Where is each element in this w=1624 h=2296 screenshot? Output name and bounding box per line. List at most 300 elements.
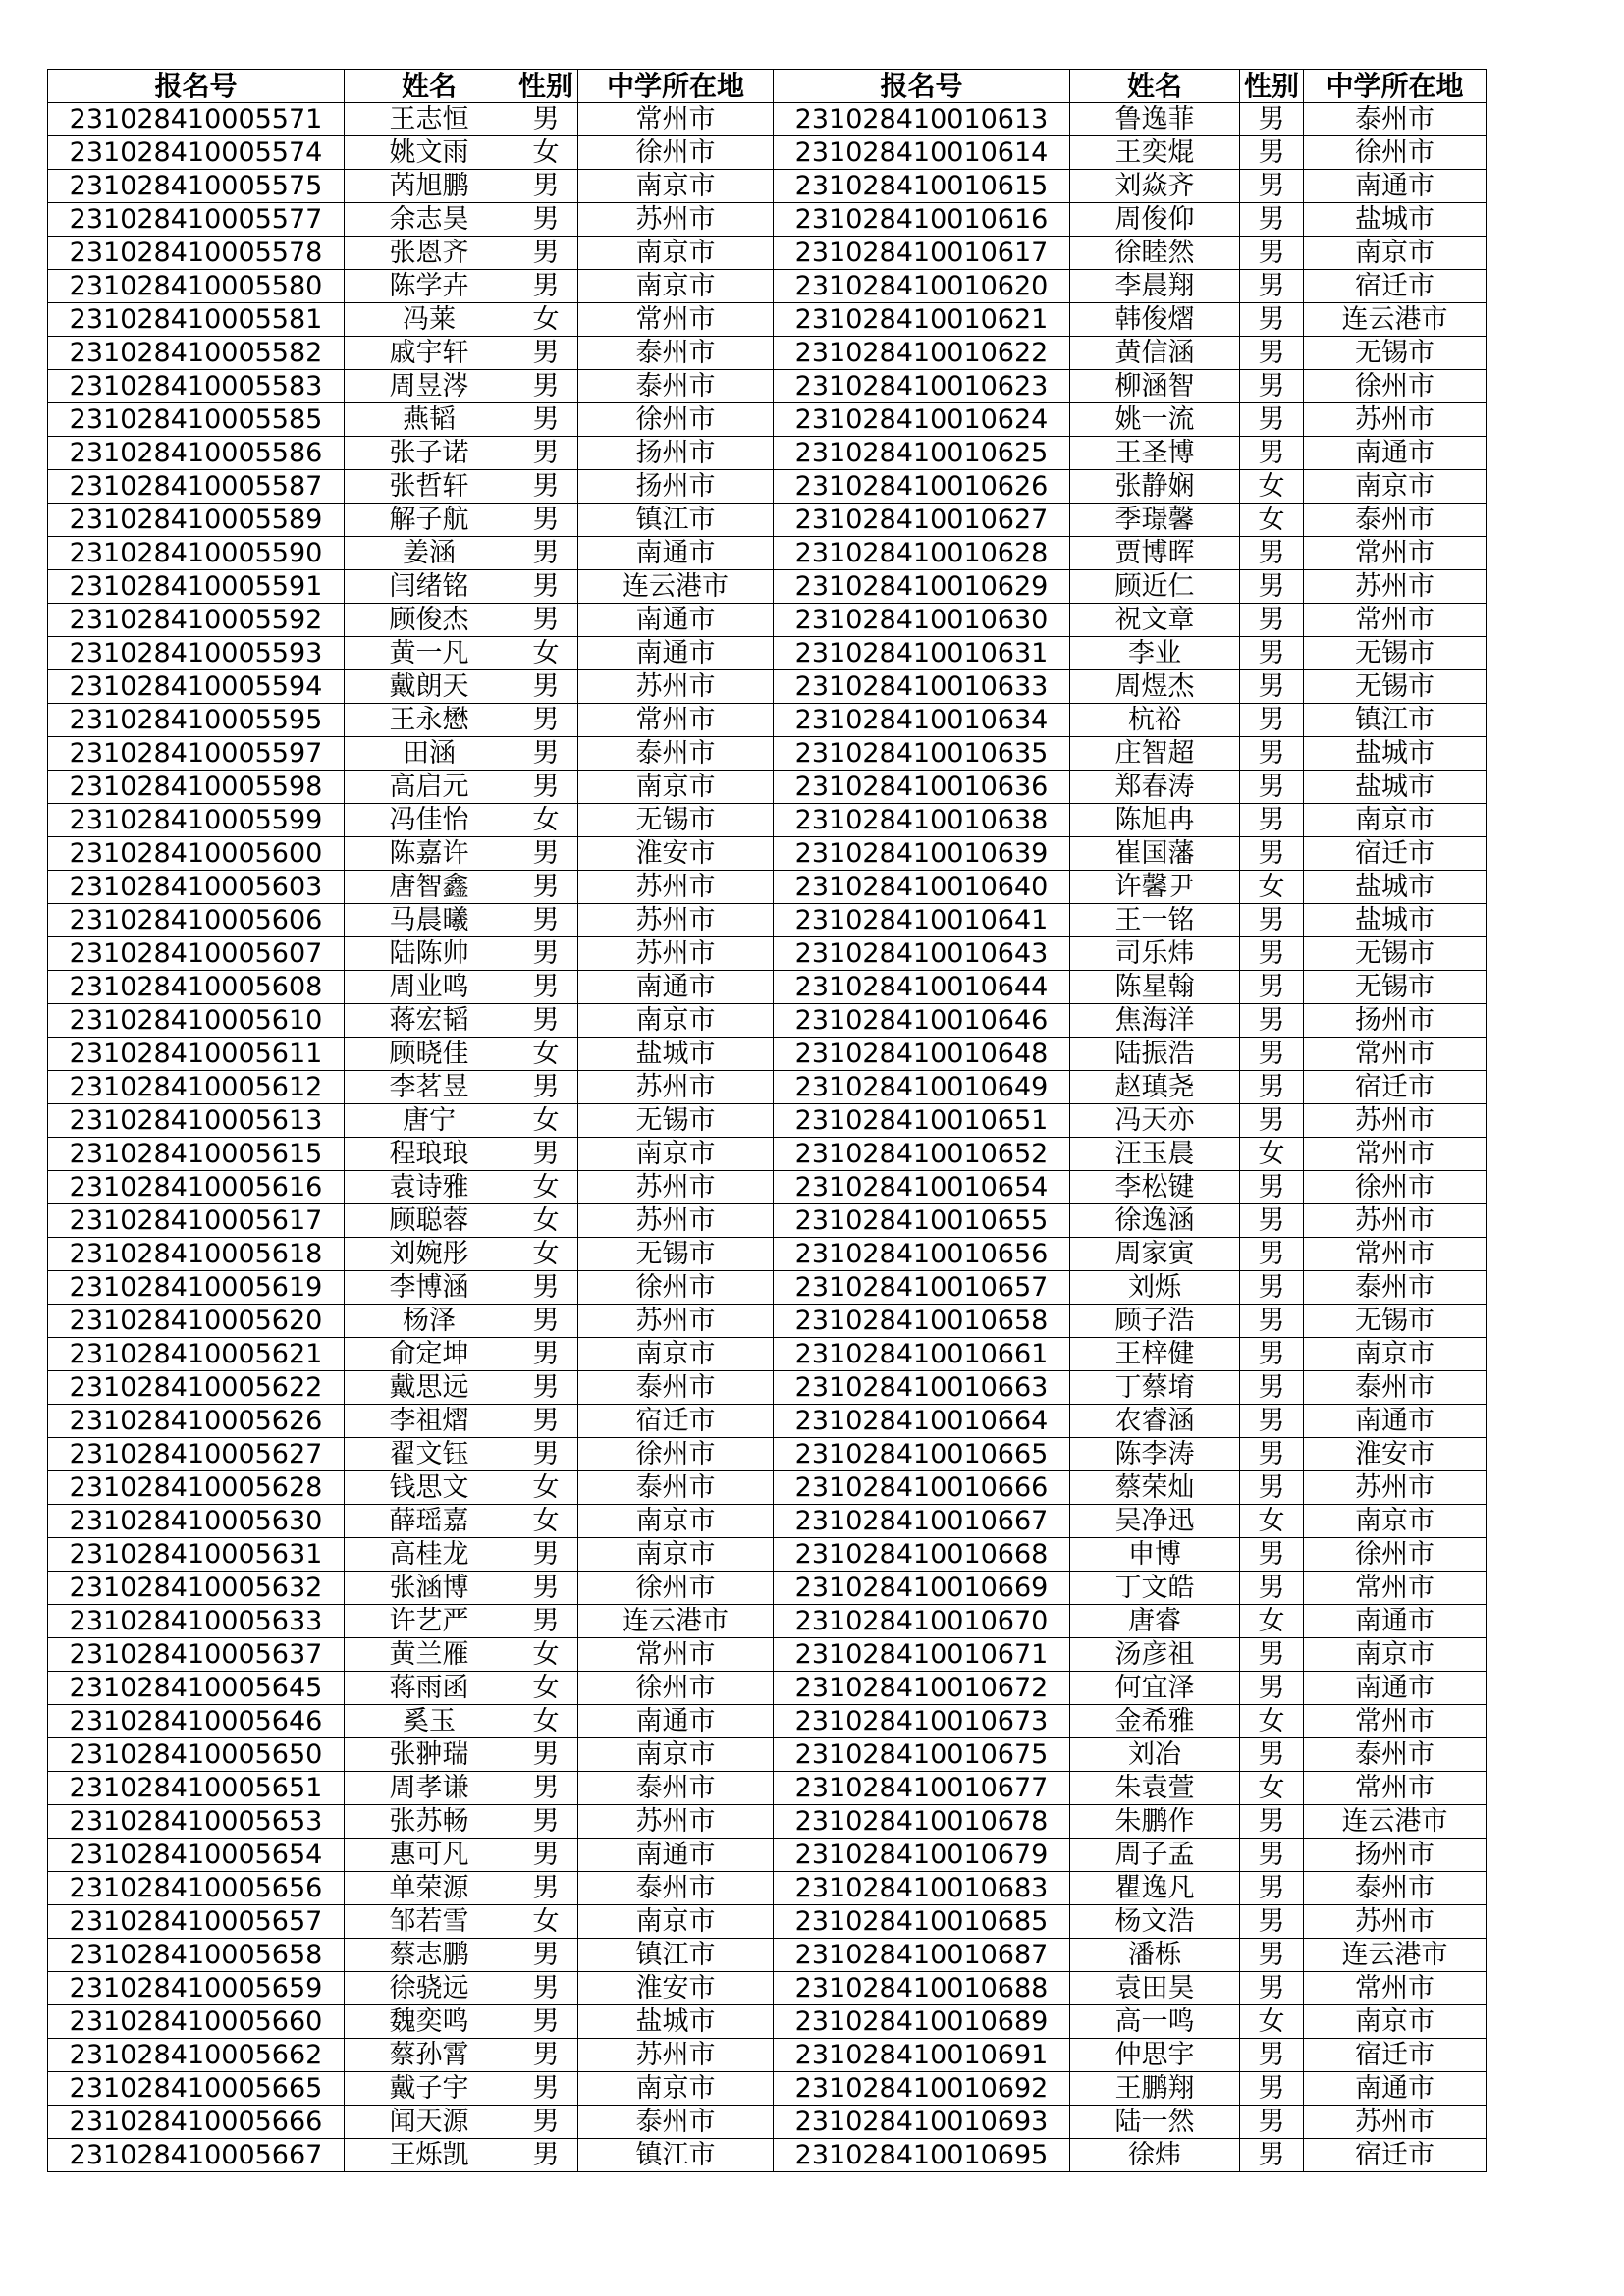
name-cell: 祝文章 (1070, 604, 1240, 637)
city-cell: 常州市 (1304, 1038, 1487, 1071)
gender-cell: 男 (1240, 1004, 1304, 1038)
reg-no-cell: 231028410005637 (48, 1638, 345, 1672)
table-row (48, 303, 1487, 337)
name-cell: 顾晓佳 (345, 1038, 514, 1071)
gender-cell: 女 (514, 1038, 578, 1071)
city-cell: 盐城市 (1304, 871, 1487, 904)
gender-cell: 男 (514, 604, 578, 637)
name-cell: 高一鸣 (1070, 2005, 1240, 2039)
gender-cell: 男 (514, 570, 578, 604)
name-cell: 吴净迅 (1070, 1505, 1240, 1538)
reg-no-cell: 231028410010625 (774, 437, 1070, 470)
name-cell: 潘栎 (1070, 1939, 1240, 1972)
city-cell: 无锡市 (578, 804, 774, 837)
gender-cell: 男 (514, 1805, 578, 1839)
reg-no-cell: 231028410005575 (48, 170, 345, 203)
city-cell: 泰州市 (578, 337, 774, 370)
table-row (48, 1338, 1487, 1371)
reg-no-cell: 231028410005592 (48, 604, 345, 637)
reg-no-cell: 231028410005607 (48, 937, 345, 971)
gender-cell: 男 (514, 337, 578, 370)
gender-cell: 男 (514, 1004, 578, 1038)
table-row (48, 1004, 1487, 1038)
city-cell: 徐州市 (578, 403, 774, 437)
name-cell: 农睿涵 (1070, 1405, 1240, 1438)
city-cell: 泰州市 (1304, 1371, 1487, 1405)
reg-no-cell: 231028410010638 (774, 804, 1070, 837)
city-cell: 南京市 (578, 237, 774, 270)
name-cell: 徐炜 (1070, 2139, 1240, 2172)
gender-cell: 女 (1240, 470, 1304, 504)
city-cell: 南京市 (578, 1538, 774, 1572)
reg-no-cell: 231028410005651 (48, 1772, 345, 1805)
table-row (48, 1104, 1487, 1138)
city-cell: 南京市 (578, 1004, 774, 1038)
reg-no-cell: 231028410010651 (774, 1104, 1070, 1138)
city-cell: 徐州市 (578, 1271, 774, 1305)
name-cell: 顾子浩 (1070, 1305, 1240, 1338)
reg-no-cell: 231028410005615 (48, 1138, 345, 1171)
name-cell: 李晨翔 (1070, 270, 1240, 303)
reg-no-cell: 231028410010622 (774, 337, 1070, 370)
name-cell: 冯莱 (345, 303, 514, 337)
reg-no-cell: 231028410010665 (774, 1438, 1070, 1471)
reg-no-cell: 231028410005616 (48, 1171, 345, 1204)
reg-no-cell: 231028410010643 (774, 937, 1070, 971)
reg-no-cell: 231028410005659 (48, 1972, 345, 2005)
city-cell: 南京市 (1304, 470, 1487, 504)
name-cell: 蒋宏韬 (345, 1004, 514, 1038)
reg-no-cell: 231028410010626 (774, 470, 1070, 504)
city-cell: 苏州市 (578, 1204, 774, 1238)
table-row (48, 1905, 1487, 1939)
name-cell: 蒋雨函 (345, 1672, 514, 1705)
table-row (48, 1471, 1487, 1505)
city-cell: 淮安市 (1304, 1438, 1487, 1471)
city-cell: 苏州市 (1304, 403, 1487, 437)
reg-no-cell: 231028410005610 (48, 1004, 345, 1038)
city-cell: 南通市 (578, 604, 774, 637)
reg-no-cell: 231028410005622 (48, 1371, 345, 1405)
table-row (48, 2139, 1487, 2172)
header-cell: 性别 (1240, 70, 1304, 103)
reg-no-cell: 231028410010644 (774, 971, 1070, 1004)
city-cell: 南通市 (578, 971, 774, 1004)
header-cell: 报名号 (48, 70, 345, 103)
name-cell: 程琅琅 (345, 1138, 514, 1171)
city-cell: 无锡市 (1304, 971, 1487, 1004)
reg-no-cell: 231028410010623 (774, 370, 1070, 403)
reg-no-cell: 231028410010695 (774, 2139, 1070, 2172)
table-row (48, 2005, 1487, 2039)
gender-cell: 男 (514, 1872, 578, 1905)
gender-cell: 男 (1240, 403, 1304, 437)
table-row (48, 1705, 1487, 1738)
city-cell: 徐州市 (1304, 1171, 1487, 1204)
gender-cell: 男 (1240, 1371, 1304, 1405)
name-cell: 邹若雪 (345, 1905, 514, 1939)
reg-no-cell: 231028410010657 (774, 1271, 1070, 1305)
reg-no-cell: 231028410010658 (774, 1305, 1070, 1338)
reg-no-cell: 231028410005627 (48, 1438, 345, 1471)
gender-cell: 男 (1240, 971, 1304, 1004)
name-cell: 袁田昊 (1070, 1972, 1240, 2005)
city-cell: 常州市 (578, 303, 774, 337)
reg-no-cell: 231028410010685 (774, 1905, 1070, 1939)
name-cell: 周昱涔 (345, 370, 514, 403)
city-cell: 连云港市 (1304, 1805, 1487, 1839)
gender-cell: 男 (514, 771, 578, 804)
gender-cell: 男 (1240, 270, 1304, 303)
gender-cell: 男 (1240, 303, 1304, 337)
gender-cell: 男 (1240, 1405, 1304, 1438)
reg-no-cell: 231028410005597 (48, 737, 345, 771)
name-cell: 李博涵 (345, 1271, 514, 1305)
name-cell: 刘烁 (1070, 1271, 1240, 1305)
gender-cell: 男 (514, 170, 578, 203)
city-cell: 徐州市 (578, 1672, 774, 1705)
name-cell: 崔国藩 (1070, 837, 1240, 871)
reg-no-cell: 231028410010613 (774, 103, 1070, 136)
name-cell: 司乐炜 (1070, 937, 1240, 971)
city-cell: 苏州市 (578, 1071, 774, 1104)
reg-no-cell: 231028410010673 (774, 1705, 1070, 1738)
table-row (48, 1138, 1487, 1171)
city-cell: 南通市 (1304, 1405, 1487, 1438)
name-cell: 许馨尹 (1070, 871, 1240, 904)
city-cell: 常州市 (1304, 1972, 1487, 2005)
city-cell: 淮安市 (578, 1972, 774, 2005)
gender-cell: 女 (514, 1238, 578, 1271)
gender-cell: 女 (514, 1638, 578, 1672)
name-cell: 张哲轩 (345, 470, 514, 504)
table-row (48, 504, 1487, 537)
reg-no-cell: 231028410010654 (774, 1171, 1070, 1204)
gender-cell: 男 (514, 1572, 578, 1605)
table-row (48, 1171, 1487, 1204)
reg-no-cell: 231028410010675 (774, 1738, 1070, 1772)
name-cell: 杨文浩 (1070, 1905, 1240, 1939)
table-row (48, 1238, 1487, 1271)
reg-no-cell: 231028410005612 (48, 1071, 345, 1104)
reg-no-cell: 231028410010691 (774, 2039, 1070, 2072)
name-cell: 丁文皓 (1070, 1572, 1240, 1605)
city-cell: 南通市 (1304, 1605, 1487, 1638)
table-row (48, 2072, 1487, 2106)
reg-no-cell: 231028410010679 (774, 1839, 1070, 1872)
table-row (48, 2039, 1487, 2072)
name-cell: 焦海洋 (1070, 1004, 1240, 1038)
name-cell: 丁蔡堉 (1070, 1371, 1240, 1405)
name-cell: 金希雅 (1070, 1705, 1240, 1738)
city-cell: 无锡市 (1304, 1305, 1487, 1338)
name-cell: 戴子宇 (345, 2072, 514, 2106)
city-cell: 苏州市 (578, 1171, 774, 1204)
reg-no-cell: 231028410005585 (48, 403, 345, 437)
reg-no-cell: 231028410010663 (774, 1371, 1070, 1405)
name-cell: 顾俊杰 (345, 604, 514, 637)
city-cell: 南京市 (578, 1138, 774, 1171)
city-cell: 镇江市 (578, 1939, 774, 1972)
city-cell: 泰州市 (578, 1471, 774, 1505)
city-cell: 南京市 (578, 2072, 774, 2106)
table-row (48, 370, 1487, 403)
gender-cell: 男 (1240, 937, 1304, 971)
city-cell: 南通市 (578, 1705, 774, 1738)
city-cell: 泰州市 (1304, 1271, 1487, 1305)
gender-cell: 女 (514, 136, 578, 170)
reg-no-cell: 231028410005620 (48, 1305, 345, 1338)
gender-cell: 男 (514, 1738, 578, 1772)
reg-no-cell: 231028410010693 (774, 2106, 1070, 2139)
name-cell: 黄信涵 (1070, 337, 1240, 370)
city-cell: 盐城市 (578, 1038, 774, 1071)
name-cell: 马晨曦 (345, 904, 514, 937)
gender-cell: 男 (514, 1839, 578, 1872)
reg-no-cell: 231028410005660 (48, 2005, 345, 2039)
table-body (48, 103, 1487, 2172)
name-cell: 王奕焜 (1070, 136, 1240, 170)
table-row (48, 270, 1487, 303)
name-cell: 何宜泽 (1070, 1672, 1240, 1705)
name-cell: 李祖熠 (345, 1405, 514, 1438)
reg-no-cell: 231028410010636 (774, 771, 1070, 804)
name-cell: 瞿逸凡 (1070, 1872, 1240, 1905)
table-row (48, 403, 1487, 437)
city-cell: 苏州市 (578, 904, 774, 937)
gender-cell: 女 (1240, 2005, 1304, 2039)
city-cell: 扬州市 (578, 470, 774, 504)
reg-no-cell: 231028410010692 (774, 2072, 1070, 2106)
city-cell: 常州市 (1304, 1572, 1487, 1605)
city-cell: 苏州市 (578, 670, 774, 704)
table-row (48, 704, 1487, 737)
gender-cell: 男 (1240, 837, 1304, 871)
gender-cell: 男 (1240, 2106, 1304, 2139)
city-cell: 无锡市 (1304, 637, 1487, 670)
gender-cell: 女 (514, 1204, 578, 1238)
reg-no-cell: 231028410005571 (48, 103, 345, 136)
name-cell: 李业 (1070, 637, 1240, 670)
reg-no-cell: 231028410010667 (774, 1505, 1070, 1538)
gender-cell: 男 (1240, 1738, 1304, 1772)
name-cell: 鲁逸菲 (1070, 103, 1240, 136)
name-cell: 陆一然 (1070, 2106, 1240, 2139)
gender-cell: 男 (514, 470, 578, 504)
gender-cell: 男 (1240, 1538, 1304, 1572)
table-row (48, 1805, 1487, 1839)
gender-cell: 男 (514, 2039, 578, 2072)
reg-no-cell: 231028410005618 (48, 1238, 345, 1271)
gender-cell: 男 (1240, 1905, 1304, 1939)
name-cell: 翟文钰 (345, 1438, 514, 1471)
city-cell: 苏州市 (1304, 1204, 1487, 1238)
reg-no-cell: 231028410010630 (774, 604, 1070, 637)
name-cell: 周家寅 (1070, 1238, 1240, 1271)
gender-cell: 男 (514, 1438, 578, 1471)
name-cell: 姜涵 (345, 537, 514, 570)
table-row (48, 637, 1487, 670)
table-row (48, 837, 1487, 871)
name-cell: 李茗昱 (345, 1071, 514, 1104)
gender-cell: 男 (1240, 1438, 1304, 1471)
gender-cell: 男 (1240, 637, 1304, 670)
table-row (48, 1538, 1487, 1572)
gender-cell: 男 (514, 537, 578, 570)
name-cell: 庄智超 (1070, 737, 1240, 771)
name-cell: 冯天亦 (1070, 1104, 1240, 1138)
city-cell: 南通市 (1304, 1672, 1487, 1705)
gender-cell: 男 (1240, 1271, 1304, 1305)
name-cell: 薛瑶嘉 (345, 1505, 514, 1538)
name-cell: 余志昊 (345, 203, 514, 237)
reg-no-cell: 231028410005656 (48, 1872, 345, 1905)
name-cell: 柳涵智 (1070, 370, 1240, 403)
city-cell: 连云港市 (1304, 303, 1487, 337)
header-cell: 姓名 (1070, 70, 1240, 103)
reg-no-cell: 231028410010670 (774, 1605, 1070, 1638)
table-row (48, 1305, 1487, 1338)
name-cell: 张涵博 (345, 1572, 514, 1605)
gender-cell: 女 (514, 1471, 578, 1505)
gender-cell: 男 (1240, 437, 1304, 470)
gender-cell: 女 (514, 1672, 578, 1705)
reg-no-cell: 231028410005580 (48, 270, 345, 303)
name-cell: 魏奕鸣 (345, 2005, 514, 2039)
gender-cell: 男 (1240, 1305, 1304, 1338)
reg-no-cell: 231028410005599 (48, 804, 345, 837)
gender-cell: 男 (1240, 1104, 1304, 1138)
table-row (48, 971, 1487, 1004)
name-cell: 王圣博 (1070, 437, 1240, 470)
name-cell: 戴朗天 (345, 670, 514, 704)
name-cell: 韩俊熠 (1070, 303, 1240, 337)
reg-no-cell: 231028410005630 (48, 1505, 345, 1538)
reg-no-cell: 231028410005619 (48, 1271, 345, 1305)
name-cell: 周煜杰 (1070, 670, 1240, 704)
gender-cell: 女 (514, 637, 578, 670)
gender-cell: 男 (1240, 1338, 1304, 1371)
name-cell: 刘焱齐 (1070, 170, 1240, 203)
gender-cell: 女 (514, 303, 578, 337)
city-cell: 泰州市 (578, 1772, 774, 1805)
reg-no-cell: 231028410005626 (48, 1405, 345, 1438)
city-cell: 徐州市 (578, 136, 774, 170)
table-row (48, 1371, 1487, 1405)
city-cell: 泰州市 (578, 2106, 774, 2139)
gender-cell: 女 (1240, 1705, 1304, 1738)
name-cell: 唐智鑫 (345, 871, 514, 904)
name-cell: 解子航 (345, 504, 514, 537)
reg-no-cell: 231028410010616 (774, 203, 1070, 237)
header-cell: 姓名 (345, 70, 514, 103)
name-cell: 陆振浩 (1070, 1038, 1240, 1071)
city-cell: 南京市 (578, 170, 774, 203)
reg-no-cell: 231028410005574 (48, 136, 345, 170)
reg-no-cell: 231028410010668 (774, 1538, 1070, 1572)
reg-no-cell: 231028410005606 (48, 904, 345, 937)
city-cell: 徐州市 (1304, 370, 1487, 403)
table-row (48, 570, 1487, 604)
gender-cell: 男 (514, 704, 578, 737)
gender-cell: 女 (1240, 1138, 1304, 1171)
gender-cell: 男 (514, 2005, 578, 2039)
city-cell: 宿迁市 (1304, 270, 1487, 303)
gender-cell: 男 (1240, 1672, 1304, 1705)
gender-cell: 男 (1240, 1805, 1304, 1839)
city-cell: 南京市 (578, 1905, 774, 1939)
name-cell: 芮旭鹏 (345, 170, 514, 203)
gender-cell: 男 (514, 2139, 578, 2172)
name-cell: 田涵 (345, 737, 514, 771)
gender-cell: 男 (1240, 1839, 1304, 1872)
name-cell: 王鹏翔 (1070, 2072, 1240, 2106)
name-cell: 奚玉 (345, 1705, 514, 1738)
reg-no-cell: 231028410010669 (774, 1572, 1070, 1605)
name-cell: 陈星翰 (1070, 971, 1240, 1004)
gender-cell: 男 (1240, 1171, 1304, 1204)
gender-cell: 男 (1240, 2072, 1304, 2106)
reg-no-cell: 231028410010664 (774, 1405, 1070, 1438)
city-cell: 南通市 (1304, 2072, 1487, 2106)
reg-no-cell: 231028410010635 (774, 737, 1070, 771)
gender-cell: 男 (514, 1371, 578, 1405)
reg-no-cell: 231028410010628 (774, 537, 1070, 570)
table-row (48, 337, 1487, 370)
name-cell: 戚宇轩 (345, 337, 514, 370)
city-cell: 无锡市 (578, 1238, 774, 1271)
name-cell: 陈嘉许 (345, 837, 514, 871)
table-row (48, 1204, 1487, 1238)
reg-no-cell: 231028410005611 (48, 1038, 345, 1071)
reg-no-cell: 231028410005608 (48, 971, 345, 1004)
table-row (48, 1405, 1487, 1438)
gender-cell: 男 (1240, 1972, 1304, 2005)
reg-no-cell: 231028410010652 (774, 1138, 1070, 1171)
city-cell: 苏州市 (578, 871, 774, 904)
name-cell: 戴思远 (345, 1371, 514, 1405)
city-cell: 泰州市 (1304, 504, 1487, 537)
table-row (48, 1972, 1487, 2005)
reg-no-cell: 231028410010655 (774, 1204, 1070, 1238)
city-cell: 泰州市 (578, 1872, 774, 1905)
reg-no-cell: 231028410010629 (774, 570, 1070, 604)
name-cell: 惠可凡 (345, 1839, 514, 1872)
reg-no-cell: 231028410010639 (774, 837, 1070, 871)
gender-cell: 男 (1240, 904, 1304, 937)
gender-cell: 男 (514, 1772, 578, 1805)
name-cell: 姚文雨 (345, 136, 514, 170)
city-cell: 无锡市 (1304, 670, 1487, 704)
name-cell: 王梓健 (1070, 1338, 1240, 1371)
name-cell: 高桂龙 (345, 1538, 514, 1572)
name-cell: 顾近仁 (1070, 570, 1240, 604)
gender-cell: 男 (514, 837, 578, 871)
name-cell: 李松键 (1070, 1171, 1240, 1204)
name-cell: 刘冶 (1070, 1738, 1240, 1772)
gender-cell: 男 (1240, 237, 1304, 270)
reg-no-cell: 231028410005628 (48, 1471, 345, 1505)
city-cell: 泰州市 (1304, 1738, 1487, 1772)
table-row (48, 437, 1487, 470)
city-cell: 南通市 (578, 537, 774, 570)
name-cell: 闻天源 (345, 2106, 514, 2139)
gender-cell: 男 (1240, 737, 1304, 771)
name-cell: 陆陈帅 (345, 937, 514, 971)
city-cell: 连云港市 (1304, 1939, 1487, 1972)
city-cell: 扬州市 (1304, 1839, 1487, 1872)
name-cell: 王一铭 (1070, 904, 1240, 937)
